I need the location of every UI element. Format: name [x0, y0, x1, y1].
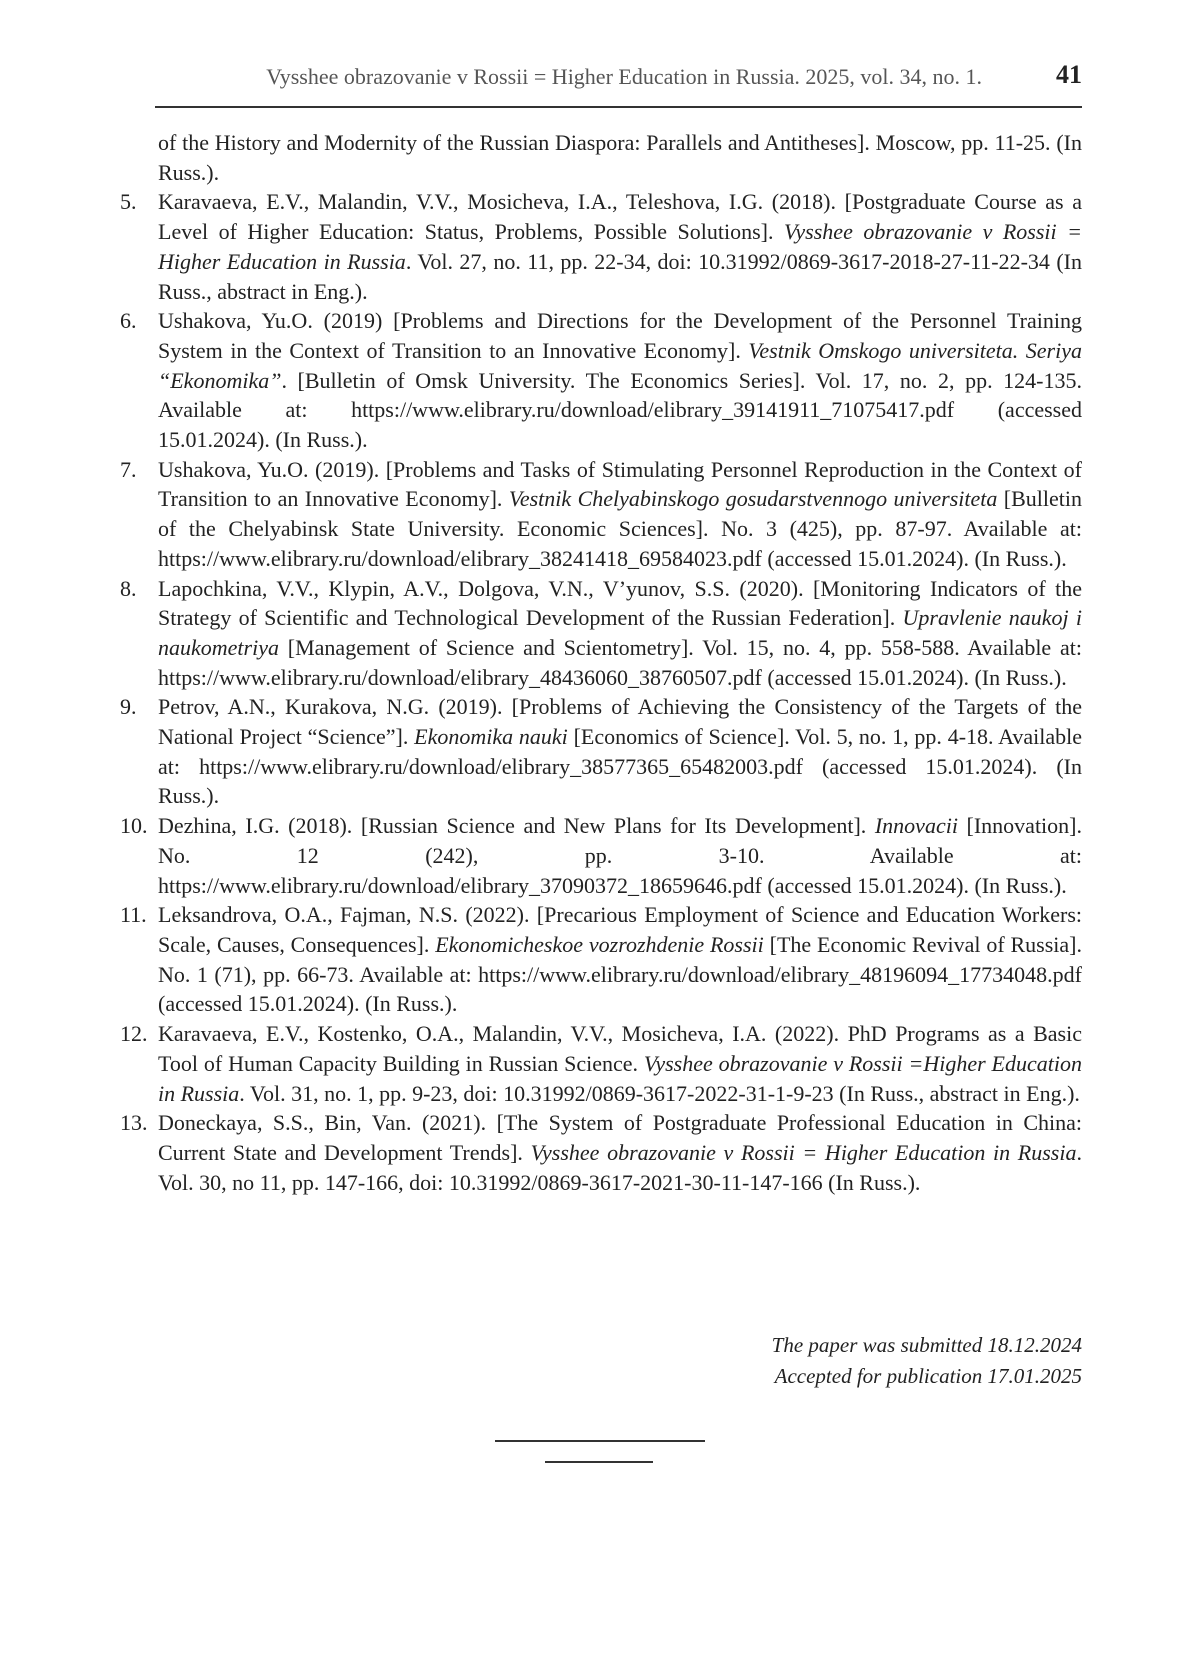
- reference-item: [120, 455, 1082, 574]
- reference-source-title: Upravlenie naukoj i naukometriya: [158, 605, 1082, 660]
- reference-source-title: Innovacii: [874, 813, 958, 839]
- reference-text: Dezhina, I.G. (2018). [Russian Science and New Plans for Its Development].: [158, 813, 875, 839]
- reference-text: Ushakova, Yu.O. (2019) [Problems and Directions for the Development of the Personnel Training System in the Context of Transition to an Innovative Economy].: [158, 308, 1082, 363]
- reference-number: 7.: [120, 456, 137, 482]
- reference-source-title: Ekonomika nauki: [414, 724, 568, 750]
- reference-number: 9.: [120, 694, 137, 720]
- submitted-date: The paper was submitted 18.12.2024: [771, 1333, 1082, 1357]
- reference-item: [120, 187, 1082, 306]
- reference-number: 13.: [120, 1110, 148, 1136]
- reference-details: . [Bulletin of Omsk University. The Economics Series]. Vol. 17, no. 2, pp. 124-135. Available at: https://www.elibrary.ru/download/elibrary_39141911_71075417.pdf (accessed 15.01.2024). (In Russ.).: [158, 367, 1082, 453]
- reference-details: . Vol. 30, no 11, pp. 147-166, doi: 10.31992/0869-3617-2021-30-11-147-166 (In Russ.).: [158, 1139, 1082, 1195]
- reference-item: [120, 1019, 1082, 1108]
- reference-text: Ushakova, Yu.O. (2019). [Problems and Tasks of Stimulating Personnel Reproduction in the Context of Transition to an Innovative Economy].: [158, 456, 1082, 512]
- reference-number: 10.: [120, 813, 148, 839]
- reference-item: [120, 900, 1082, 1019]
- reference-details: [Management of Science and Scientometry]. Vol. 15, no. 4, pp. 558-588. Available at: https://www.elibrary.ru/download/elibrary_48436060_38760507.pdf (accessed 15.01.2024). (In Russ.).: [158, 634, 1082, 690]
- reference-text: Petrov, A.N., Kurakova, N.G. (2019). [Problems of Achieving the Consistency of the Targets of the National Project “Science”].: [158, 694, 1082, 750]
- reference-item: [120, 811, 1082, 900]
- reference-text: Lapochkina, V.V., Klypin, A.V., Dolgova, V.N., V’yunov, S.S. (2020). [Monitoring Indicators of the Strategy of Scientific and Technological Development of the Russian Federation].: [158, 575, 1082, 631]
- reference-text: Leksandrova, O.A., Fajman, N.S. (2022). [Precarious Employment of Science and Education Workers: Scale, Causes, Consequences].: [158, 902, 1082, 957]
- reference-details: [Innovation]. No. 12 (242), pp. 3-10. Available at: https://www.elibrary.ru/download/elibrary_37090372_18659646.pdf (accessed 15.01.2024). (In Russ.).: [158, 813, 1082, 898]
- reference-details: . Vol. 27, no. 11, pp. 22-34, doi: 10.31992/0869-3617-2018-27-11-22-34 (In Russ., abstract in Eng.).: [158, 248, 1083, 304]
- reference-item: [120, 128, 1082, 187]
- reference-number: 11.: [120, 902, 147, 928]
- reference-details: . Vol. 31, no. 1, pp. 9-23, doi: 10.31992/0869-3617-2022-31-1-9-23 (In Russ., abstract in Eng.).: [239, 1080, 1080, 1106]
- reference-text: Karavaeva, E.V., Malandin, V.V., Mosicheva, I.A., Teleshova, I.G. (2018). [Postgraduate Course as a Level of Higher Education: Status, Problems, Possible Solutions].: [158, 189, 1082, 245]
- reference-details: [The Economic Revival of Russia]. No. 1 (71), pp. 66-73. Available at: https://www.elibrary.ru/download/elibrary_48196094_17734048.pdf (accessed 15.01.2024). (In Russ.).: [158, 931, 1082, 1017]
- journal-title: Vysshee obrazovanie v Rossii = Higher Education in Russia. 2025, vol. 34, no. 1.: [266, 64, 982, 89]
- reference-source-title: Vestnik Omskogo universiteta. Seriya “Ekonomika”: [158, 337, 1082, 393]
- reference-item: [120, 574, 1082, 693]
- reference-details: [Bulletin of the Chelyabinsk State University. Economic Sciences]. No. 3 (425), pp. 87-97. Available at: https://www.elibrary.ru/download/elibrary_38241418_69584023.pdf (accessed 15.01.2024). (In Russ.).: [158, 486, 1082, 571]
- reference-source-title: Vysshee obrazovanie v Rossii = Higher Education in Russia: [530, 1139, 1077, 1165]
- reference-source-title: Ekonomicheskoe vozrozhdenie Rossii: [435, 931, 764, 957]
- reference-text: of the History and Modernity of the Russian Diaspora: Parallels and Antitheses]. Moscow, pp. 11-25. (In Russ.).: [158, 130, 1082, 185]
- reference-source-title: Vestnik Chelyabinskogo gosudarstvennogo universiteta: [508, 486, 998, 512]
- running-header: [155, 60, 1082, 108]
- reference-number: 6.: [120, 308, 137, 334]
- reference-number: 5.: [120, 189, 137, 215]
- reference-text: Doneckaya, S.S., Bin, Van. (2021). [The System of Postgraduate Professional Education in China: Current State and Development Trends].: [158, 1110, 1082, 1165]
- reference-number: 12.: [120, 1021, 148, 1047]
- reference-number: 8.: [120, 575, 137, 601]
- reference-item: [120, 1108, 1082, 1197]
- reference-text: Karavaeva, E.V., Kostenko, O.A., Malandin, V.V., Mosicheva, I.A. (2022). PhD Programs as a Basic Tool of Human Capacity Building in Russian Science.: [158, 1021, 1082, 1076]
- end-rule-short: [545, 1461, 653, 1463]
- end-rule-long: [495, 1440, 705, 1442]
- reference-list: [120, 128, 1082, 1197]
- submission-dates: [772, 1330, 1082, 1392]
- reference-source-title: Vysshee obrazovanie v Rossii = Higher Education in Russia: [158, 219, 1082, 274]
- reference-details: [Economics of Science]. Vol. 5, no. 1, pp. 4-18. Available at: https://www.elibrary.ru/download/elibrary_38577365_65482003.pdf (accessed 15.01.2024). (In Russ.).: [158, 724, 1082, 809]
- reference-item: [120, 306, 1082, 455]
- page-number: 41: [1056, 60, 1082, 89]
- reference-source-title: Vysshee obrazovanie v Rossii =Higher Education in Russia: [158, 1050, 1082, 1106]
- accepted-date: Accepted for publication 17.01.2025: [774, 1364, 1082, 1388]
- reference-item: [120, 692, 1082, 811]
